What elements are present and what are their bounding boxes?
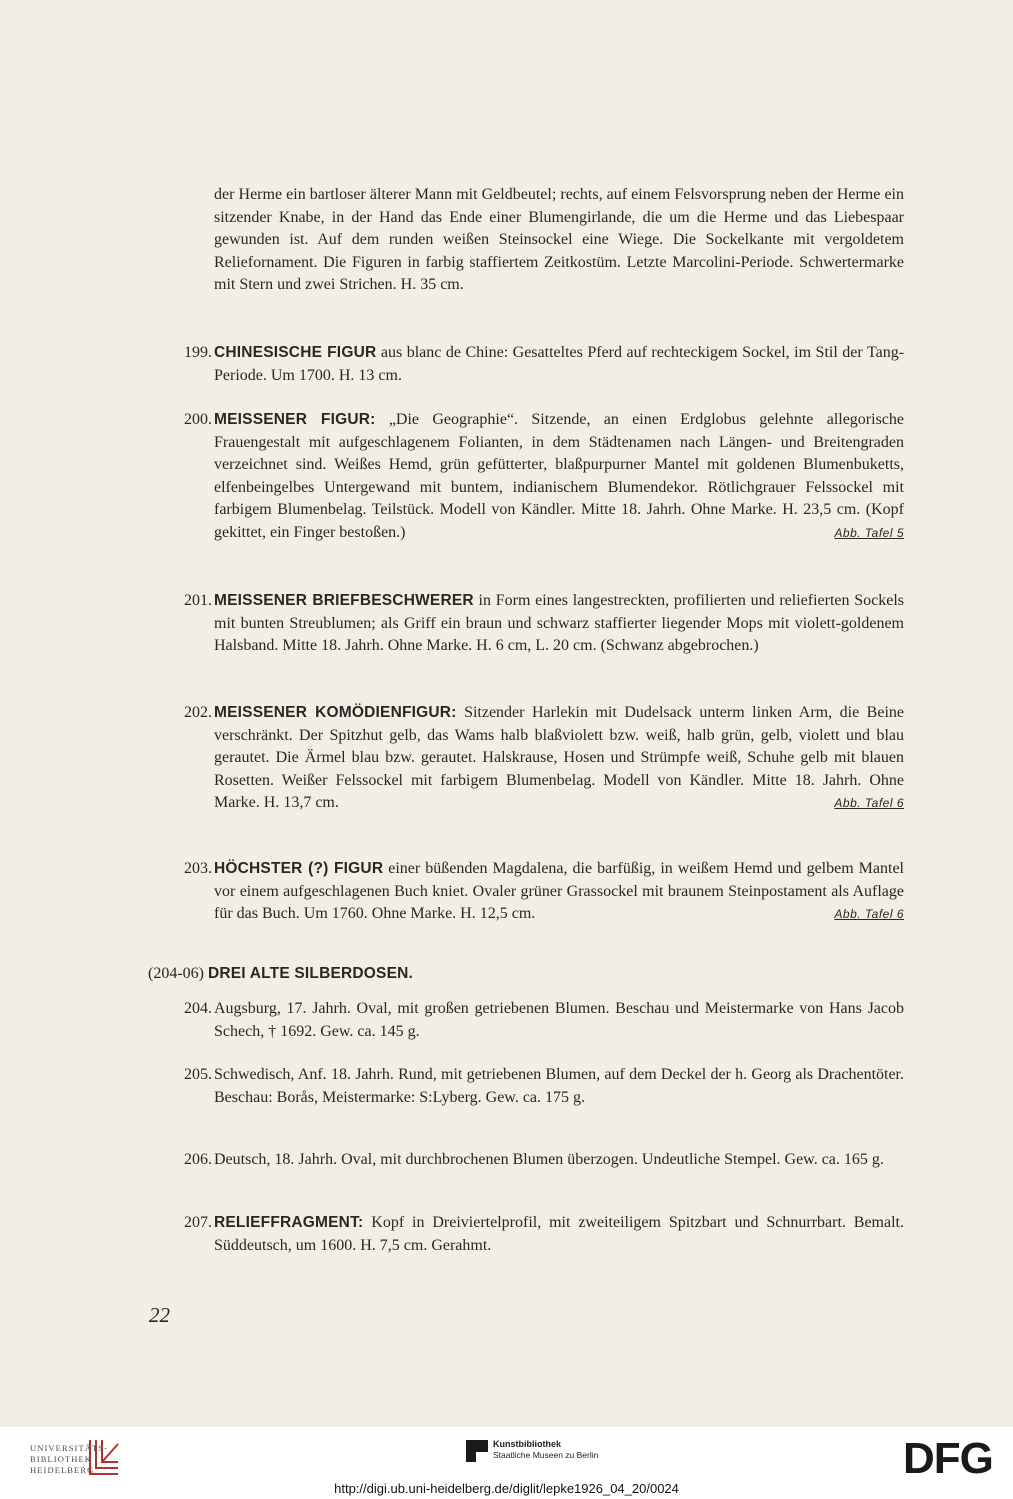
ub-heidelberg-logo-icon — [84, 1436, 124, 1478]
group-number: (204-06) — [148, 965, 204, 982]
entry-text: Sitzender Harlekin mit Dudelsack unterm linken Arm, die Beine verschränkt. Der Spitzhut gelb, das Wams halb blaßviolett bzw. weiß, halb grün, gelb, violett und blau gerautet. Die Ärmel blau bzw. gerautet. Halskrause, Hosen und Strümpfe weiß, Schuhe gelb mit blauen Rosetten. Weißer Felssockel mit farbigem Blumenbelag. Modell von Kändler. Mitte 18. Jahrh. Ohne Marke. H. 13,7 cm. — [214, 704, 905, 811]
entry-number: 202. — [184, 704, 212, 721]
entry-number: 200. — [184, 411, 212, 428]
entry-title: MEISSENER FIGUR: — [214, 411, 376, 428]
entry-text: Deutsch, 18. Jahrh. Oval, mit durchbrochenen Blumen überzogen. Undeutliche Stempel. Gew. ca. 165 g. — [214, 1151, 884, 1168]
entry-203 — [184, 858, 904, 926]
entry-207 — [184, 1212, 904, 1257]
entry-205 — [184, 1064, 904, 1109]
entry-title: RELIEFFRAGMENT: — [214, 1214, 364, 1231]
group-title: DREI ALTE SILBERDOSEN. — [207, 965, 414, 982]
entry-text: Schwedisch, Anf. 18. Jahrh. Rund, mit getriebenen Blumen, auf dem Deckel der h. Georg als Drachentöter. Beschau: Borås, Meistermarke: S:Lyberg. Gew. ca. 175 g. — [214, 1066, 904, 1106]
entry-number: 204. — [184, 1000, 212, 1017]
plate-reference: Abb. Tafel 6 — [834, 796, 904, 810]
digitization-footer — [0, 1427, 1013, 1499]
entry-number: 203. — [184, 860, 212, 877]
entry-206 — [184, 1149, 904, 1172]
entry-201 — [184, 590, 905, 658]
entry-198-continuation — [214, 184, 904, 297]
entry-number: 199. — [184, 344, 212, 361]
dfg-logo: DFG — [903, 1434, 993, 1483]
entry-number: 206. — [184, 1151, 212, 1168]
entry-text: Augsburg, 17. Jahrh. Oval, mit großen getriebenen Blumen. Beschau und Meistermarke von Hans Jacob Schech, † 1692. Gew. ca. 145 g. — [214, 1000, 904, 1040]
entry-title: HÖCHSTER (?) FIGUR — [214, 860, 384, 877]
entry-text: „Die Geographie“. Sitzende, an einen Erdglobus gelehnte allegorische Frauengestalt mit aufgeschlagenem Folianten, in dem Städtenamen nach Längen- und Breitengraden verzeichnet sind. Weißes Hemd, grün gefütterter, blaßpurpurner Mantel mit goldenen Blumenbuketts, elfenbeingelbes Untergewand mit buntem, indianischem Blumendekor. Rötlichgrauer Felssockel mit farbigem Blumenbelag. Teilstück. Modell von Kändler. Mitte 18. Jahrh. Ohne Marke. H. 23,5 cm. (Kopf gekittet, ein Finger bestoßen.) — [214, 411, 905, 541]
group-heading — [148, 963, 413, 985]
entry-number: 207. — [184, 1214, 212, 1231]
entry-204 — [184, 998, 904, 1043]
plate-reference: Abb. Tafel 5 — [834, 525, 904, 540]
entry-text: in Form eines langestreckten, profilierten und reliefierten Sockels mit bunten Streublumen; als Griff ein braun und schwarz staffierter liegender Mops mit violett-goldenem Halsband. Mitte 18. Jahrh. Ohne Marke. H. 6 cm, L. 20 cm. (Schwanz abgebrochen.) — [214, 592, 905, 654]
entry-text: der Herme ein bartloser älterer Mann mit Geldbeutel; rechts, auf einem Felsvorsprung neben der Herme ein sitzender Knabe, in der Hand das Ende einer Blumengirlande, die um die Herme und das Liebespaar gewunden ist. Auf dem runden weißen Steinsockel eine Wiege. Die Sockelkante mit vergoldetem Reliefornament. Die Figuren in farbig staffiertem Zeitkostüm. Letzte Marcolini-Periode. Schwertermarke mit Stern und zwei Strichen. H. 35 cm. — [214, 186, 904, 293]
source-url[interactable]: http://digi.ub.uni-heidelberg.de/diglit/lepke1926_04_20/0024 — [334, 1481, 679, 1496]
entry-202 — [184, 702, 905, 815]
kunstbibliothek-logo-icon — [466, 1440, 488, 1462]
entry-number: 201. — [184, 592, 212, 609]
entry-text: einer büßenden Magdalena, die barfüßig, in weißem Hemd und gelbem Mantel vor einem aufgeschlagenen Buch kniet. Ovaler grüner Grassockel mit braunem Steinpostament als Auflage für das Buch. Um 1760. Ohne Marke. H. 12,5 cm. — [214, 860, 904, 922]
ub-heidelberg-logo-text: UNIVERSITÄTS- BIBLIOTHEK HEIDELBERG — [30, 1443, 109, 1475]
entry-title: MEISSENER BRIEFBESCHWERER — [214, 592, 474, 609]
page-number: 22 — [149, 1303, 170, 1327]
kunstbibliothek-logo-text: Kunstbibliothek Staatliche Museen zu Berlin — [493, 1439, 599, 1460]
entry-title: MEISSENER KOMÖDIENFIGUR: — [214, 704, 457, 721]
entry-text: aus blanc de Chine: Gesatteltes Pferd auf rechteckigem Sockel, im Stil der Tang-Periode. Um 1700. H. 13 cm. — [214, 344, 905, 384]
entry-text: Kopf in Dreiviertelprofil, mit zweiteiligem Spitzbart und Schnurrbart. Bemalt. Süddeutsch, um 1600. H. 7,5 cm. Gerahmt. — [214, 1214, 904, 1254]
entry-200 — [184, 409, 905, 544]
entry-number: 205. — [184, 1066, 212, 1083]
entry-199 — [184, 342, 905, 387]
entry-title: CHINESISCHE FIGUR — [214, 344, 377, 361]
plate-reference: Abb. Tafel 6 — [834, 907, 904, 921]
